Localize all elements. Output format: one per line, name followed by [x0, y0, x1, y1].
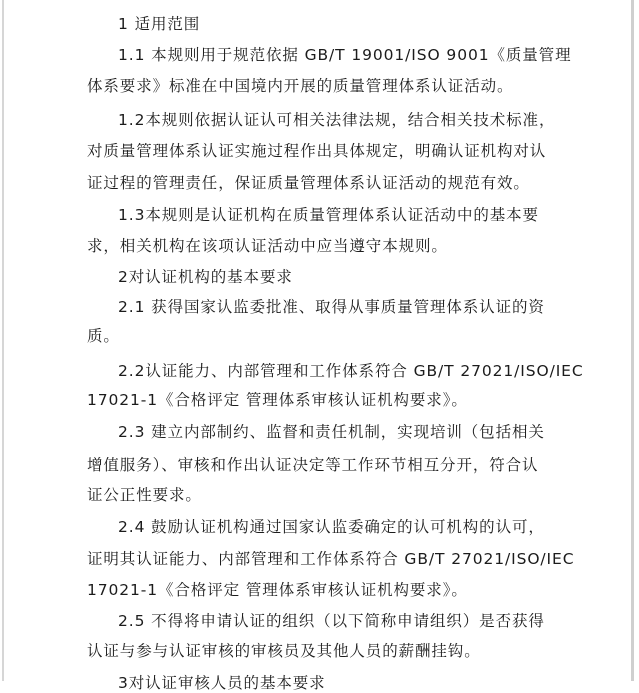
clause-2-5: 2.5 不得将申请认证的组织（以下简称申请组织）是否获得 [118, 612, 545, 630]
section-heading-1: 1 适用范围 [118, 15, 201, 33]
clause-2-1-cont: 质。 [87, 327, 120, 345]
clause-1-2-cont-2: 证过程的管理责任，保证质量管理体系认证活动的规范有效。 [87, 174, 530, 192]
section-heading-2: 2对认证机构的基本要求 [118, 268, 293, 286]
clause-2-4: 2.4 鼓励认证机构通过国家认监委确定的认可机构的认可， [118, 518, 545, 536]
clause-2-3-cont-2: 证公正性要求。 [87, 486, 202, 504]
document-page [2, 0, 634, 692]
clause-1-3-cont: 求，相关机构在该项认证活动中应当遵守本规则。 [87, 237, 448, 255]
clause-2-2-cont: 17021-1《合格评定 管理体系审核认证机构要求》。 [87, 391, 468, 409]
clause-1-1-cont: 体系要求》标准在中国境内开展的质量管理体系认证活动。 [87, 77, 514, 95]
clause-1-3: 1.3本规则是认证机构在质量管理体系认证活动中的基本要 [118, 206, 539, 224]
clause-2-3-cont-1: 增值服务）、审核和作出认证决定等工作环节相互分开，符合认 [87, 456, 539, 474]
clause-2-1: 2.1 获得国家认监委批准、取得从事质量管理体系认证的资 [118, 298, 545, 316]
clause-2-4-cont-1: 证明其认证能力、内部管理和工作体系符合 GB/T 27021/ISO/IEC [87, 550, 575, 568]
clause-2-5-cont: 认证与参与认证审核的审核员及其他人员的薪酬挂钩。 [87, 642, 481, 660]
clause-2-4-cont-2: 17021-1《合格评定 管理体系审核认证机构要求》。 [87, 581, 468, 599]
clause-1-2: 1.2本规则依据认证认可相关法律法规，结合相关技术标准， [118, 111, 556, 129]
clause-2-3: 2.3 建立内部制约、监督和责任机制，实现培训（包括相关 [118, 423, 545, 441]
clause-2-2: 2.2认证能力、内部管理和工作体系符合 GB/T 27021/ISO/IEC [118, 362, 584, 380]
section-heading-3: 3对认证审核人员的基本要求 [118, 674, 326, 692]
clause-1-1: 1.1 本规则用于规范依据 GB/T 19001/ISO 9001《质量管理 [118, 46, 572, 64]
clause-1-2-cont-1: 对质量管理体系认证实施过程作出具体规定，明确认证机构对认 [87, 142, 547, 160]
